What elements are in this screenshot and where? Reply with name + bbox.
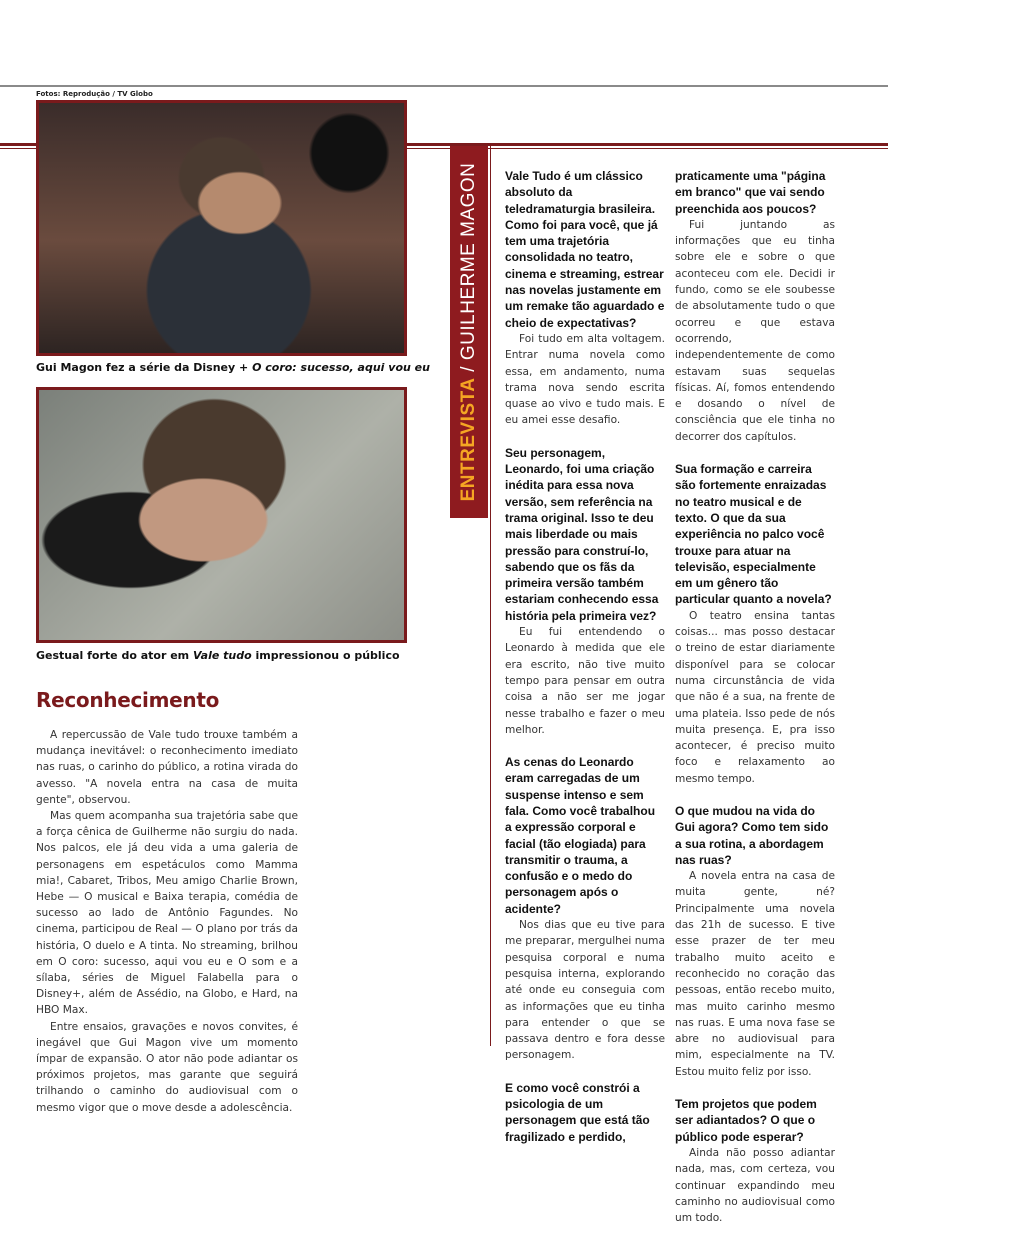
answer: Nos dias que eu tive para me preparar, mergulhei numa pesquisa corporal e numa pesquisa interna, explorando até onde eu conseguia com as informações que eu tinha para entender o que se passava dentro e fora desse personagem. xyxy=(505,919,665,1062)
top-rule xyxy=(0,85,888,87)
photo-caption-2: Gestual forte do ator em Vale tudo impressionou o público xyxy=(36,649,400,662)
answer: Ainda não posso adiantar nada, mas, com certeza, vou continuar expandindo meu caminho no audiovisual como um todo. xyxy=(675,1146,835,1225)
answer: Foi tudo em alta voltagem. Entrar numa novela como essa, em andamento, numa trama nova sendo escrita quase ao vivo e tudo mais. E eu amei esse desafio. xyxy=(505,332,665,427)
answer: Fui juntando as informações que eu tinha sobre ele e sobre o que aconteceu com ele. Decidi ir fundo, como se ele soubesse de absolutamente tudo o que ocorreu e que estava ocorrendo, independentemente de como estavam suas sequelas físicas. Aí, fomos entendendo e dosando o nível de consciência que ele tinha no decorrer dos capítulos. xyxy=(675,218,835,443)
photo-gui-magon-suit xyxy=(36,100,407,356)
question: As cenas do Leonardo eram carregadas de um suspense intenso e sem fala. Como você trabalhou a expressão corporal e facial (tão elogiada) para transmitir o trauma, a confusão e o medo do personagem após o acidente? xyxy=(505,755,656,916)
question: Seu personagem, Leonardo, foi uma criação inédita para essa nova versão, sem referência na trama original. Isso te deu mais liberdade ou mais pressão para construí-lo, sabendo que os fãs da primeira versão também estariam conhecendo essa história pela primeira vez? xyxy=(505,445,659,623)
question: O que mudou na vida do Gui agora? Como tem sido a sua rotina, a abordagem nas ruas? xyxy=(675,803,829,867)
question: Tem projetos que podem ser adiantados? O que o público pode esperar? xyxy=(675,1097,817,1144)
photo-caption-1: Gui Magon fez a série da Disney + O coro: sucesso, aqui vou eu xyxy=(36,361,430,374)
paragraph: A repercussão de Vale tudo trouxe também a mudança inevitável: o reconhecimento imediato nas ruas, o carinho do público, a rotina virada do avesso. "A novela entra na casa de muita gente", observou. xyxy=(36,729,298,806)
question: praticamente uma "página em branco" que vai sendo preenchida aos poucos? xyxy=(675,169,826,216)
question: Vale Tudo é um clássico absoluto da teledramaturgia brasileira. Como foi para você, que já tem uma trajetória consolidada no teatro, cinema e streaming, estrear nas novelas justamente em um remake tão aguardado e cheio de expectativas? xyxy=(505,169,665,330)
answer: Eu fui entendendo o Leonardo à medida que ele era escrito, não tive muito tempo para pensar em outra coisa a não ser me jogar nesse trabalho e fazer o meu melhor. xyxy=(505,626,665,736)
answer: O teatro ensina tantas coisas... mas posso destacar o treino de estar diariamente disponível para se colocar numa circunstância de vida que não é a sua, na frente de uma plateia. Isso pede de nós muita presença. E, pra isso acontecer, é preciso muito foco e relaxamento ao mesmo tempo. xyxy=(675,609,835,785)
interview-column-2 xyxy=(675,168,835,1242)
sidebar-body xyxy=(36,727,298,1116)
paragraph: Entre ensaios, gravações e novos convites, é inegável que Gui Magon vive um momento ímpar de expansão. O ator não pode adiantar os próximos projetos, mas garante que seguirá trilhando o caminho do audiovisual com o mesmo vigor que o move desde a adolescência. xyxy=(36,1020,298,1114)
question: Sua formação e carreira são fortemente enraizadas no teatro musical e de texto. O que da sua experiência no palco você trouxe para atuar na televisão, especialmente em um gênero tão particular quanto a novela? xyxy=(675,462,832,607)
section-label: ENTREVISTA / GUILHERME MAGON xyxy=(458,162,479,502)
paragraph: Mas quem acompanha sua trajetória sabe que a força cênica de Guilherme não surgiu do nada. Nos palcos, ele já deu vida a uma galeria de personagens em espetáculos como Mamma mia!, Cabaret, Tribos, Meu amigo Charlie Brown, Hebe — O musical e Baixa terapia, comédia de sucesso ao lado de Antônio Fagundes. No cinema, participou de Real — O plano por trás da história, O duelo e A tinta. No streaming, brilhou em O coro: sucesso, aqui vou eu e O som e a sílaba, séries de Miguel Falabella para o Disney+, além de Assédio, na Globo, e Hard, na HBO Max. xyxy=(36,810,298,1017)
interview-column-1 xyxy=(505,168,665,1145)
sidebar-heading: Reconhecimento xyxy=(36,688,220,712)
photo-credit: Fotos: Reprodução / TV Globo xyxy=(36,90,153,98)
photo-gui-magon-vale-tudo xyxy=(36,387,407,643)
column-rule xyxy=(490,146,491,1046)
answer: A novela entra na casa de muita gente, né? Principalmente uma novela das 21h de sucesso. E tive esse prazer de ter meu trabalho muito aceito e reconhecido no coração das pessoas, então recebo muito, mas muito carinho mesmo nas ruas. E uma nova fase se abre no audiovisual para mim, especialmente na TV. Estou muito feliz por isso. xyxy=(675,870,835,1078)
question: E como você constrói a psicologia de um personagem que está tão fragilizado e perdido, xyxy=(505,1080,650,1144)
